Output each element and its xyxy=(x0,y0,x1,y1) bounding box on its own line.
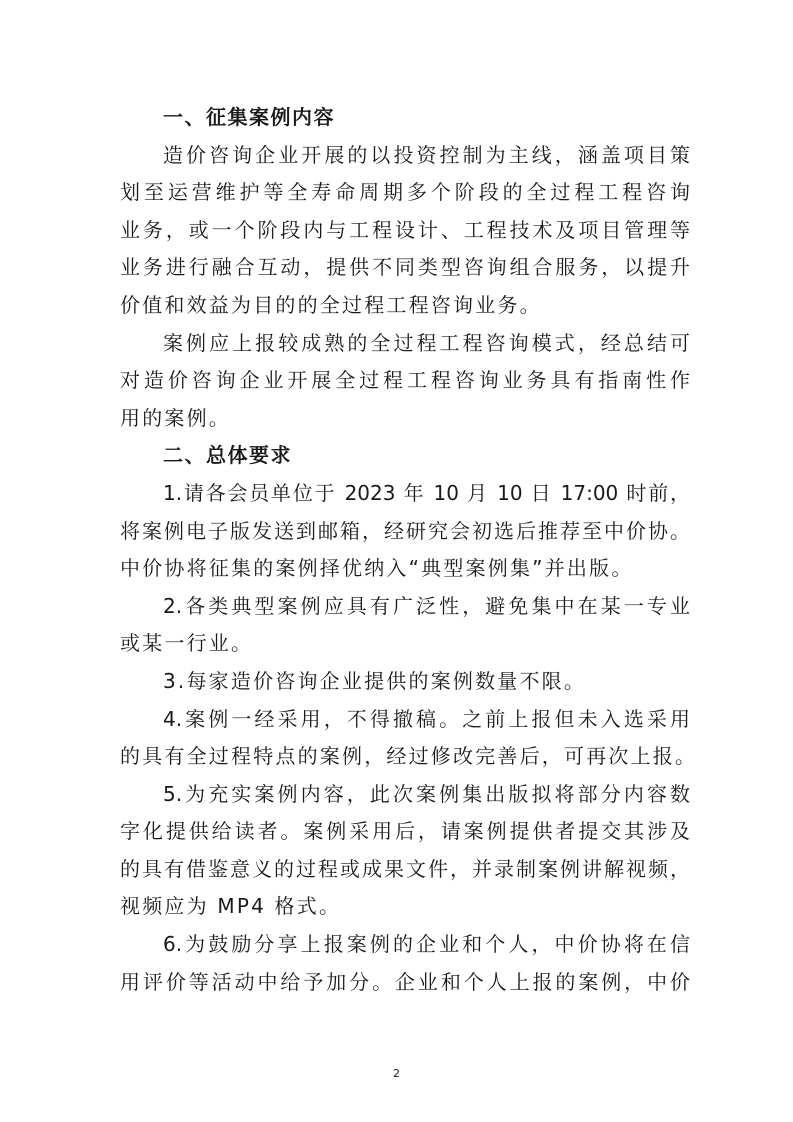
document-body xyxy=(120,99,698,1001)
requirement-3 xyxy=(120,663,690,701)
text-line: 或某一行业。 xyxy=(120,631,254,656)
text-line: 对造价咨询企业开展全过程工程咨询业务具有指南性作 xyxy=(120,368,690,393)
requirement-6 xyxy=(120,926,690,1001)
text-line: 造价咨询企业开展的以投资控制为主线，涵盖项目策 xyxy=(163,142,690,167)
text-line: 视频应为 MP4 格式。 xyxy=(120,894,342,919)
text-line: 6.为鼓励分享上报案例的企业和个人，中价协将在信 xyxy=(163,932,690,957)
paragraph-2 xyxy=(120,325,690,438)
text-line: 业务进行融合互动，提供不同类型咨询组合服务，以提升 xyxy=(120,255,690,280)
text-line: 字化提供给读者。案例采用后，请案例提供者提交其涉及 xyxy=(120,819,690,844)
paragraph-1 xyxy=(120,137,690,325)
text-line: 5.为充实案例内容，此次案例集出版拟将部分内容数 xyxy=(163,781,690,806)
section-heading-1: 一、征集案例内容 xyxy=(163,105,335,129)
requirement-5 xyxy=(120,776,690,926)
text-line: 4.案例一经采用，不得撤稿。之前上报但未入选采用 xyxy=(163,706,690,731)
text-line: 中价协将征集的案例择优纳入“典型案例集”并出版。 xyxy=(120,556,634,581)
text-line: 案例应上报较成熟的全过程工程咨询模式，经总结可 xyxy=(163,330,690,355)
page-number: 2 xyxy=(393,1067,400,1080)
requirement-2 xyxy=(120,588,690,663)
text-line: 1.请各会员单位于 2023 年 10 月 10 日 17:00 时前， xyxy=(163,480,690,505)
requirement-1 xyxy=(120,475,690,588)
text-line: 用评价等活动中给予加分。企业和个人上报的案例，中价 xyxy=(120,969,690,994)
text-line: 的具有借鉴意义的过程或成果文件，并录制案例讲解视频， xyxy=(120,856,690,881)
text-line: 业务，或一个阶段内与工程设计、工程技术及项目管理等 xyxy=(120,217,690,242)
text-line: 将案例电子版发送到邮箱，经研究会初选后推荐至中价协。 xyxy=(120,518,690,543)
text-line: 划至运营维护等全寿命周期多个阶段的全过程工程咨询 xyxy=(120,180,690,205)
text-line: 用的案例。 xyxy=(120,405,231,430)
text-line: 3.每家造价咨询企业提供的案例数量不限。 xyxy=(163,668,587,693)
text-line: 价值和效益为目的的全过程工程咨询业务。 xyxy=(120,292,542,317)
text-line: 的具有全过程特点的案例，经过修改完善后，可再次上报。 xyxy=(120,744,698,769)
section-heading-2: 二、总体要求 xyxy=(163,443,292,468)
requirement-4 xyxy=(120,701,698,776)
text-line: 2.各类典型案例应具有广泛性，避免集中在某一专业 xyxy=(163,593,690,618)
